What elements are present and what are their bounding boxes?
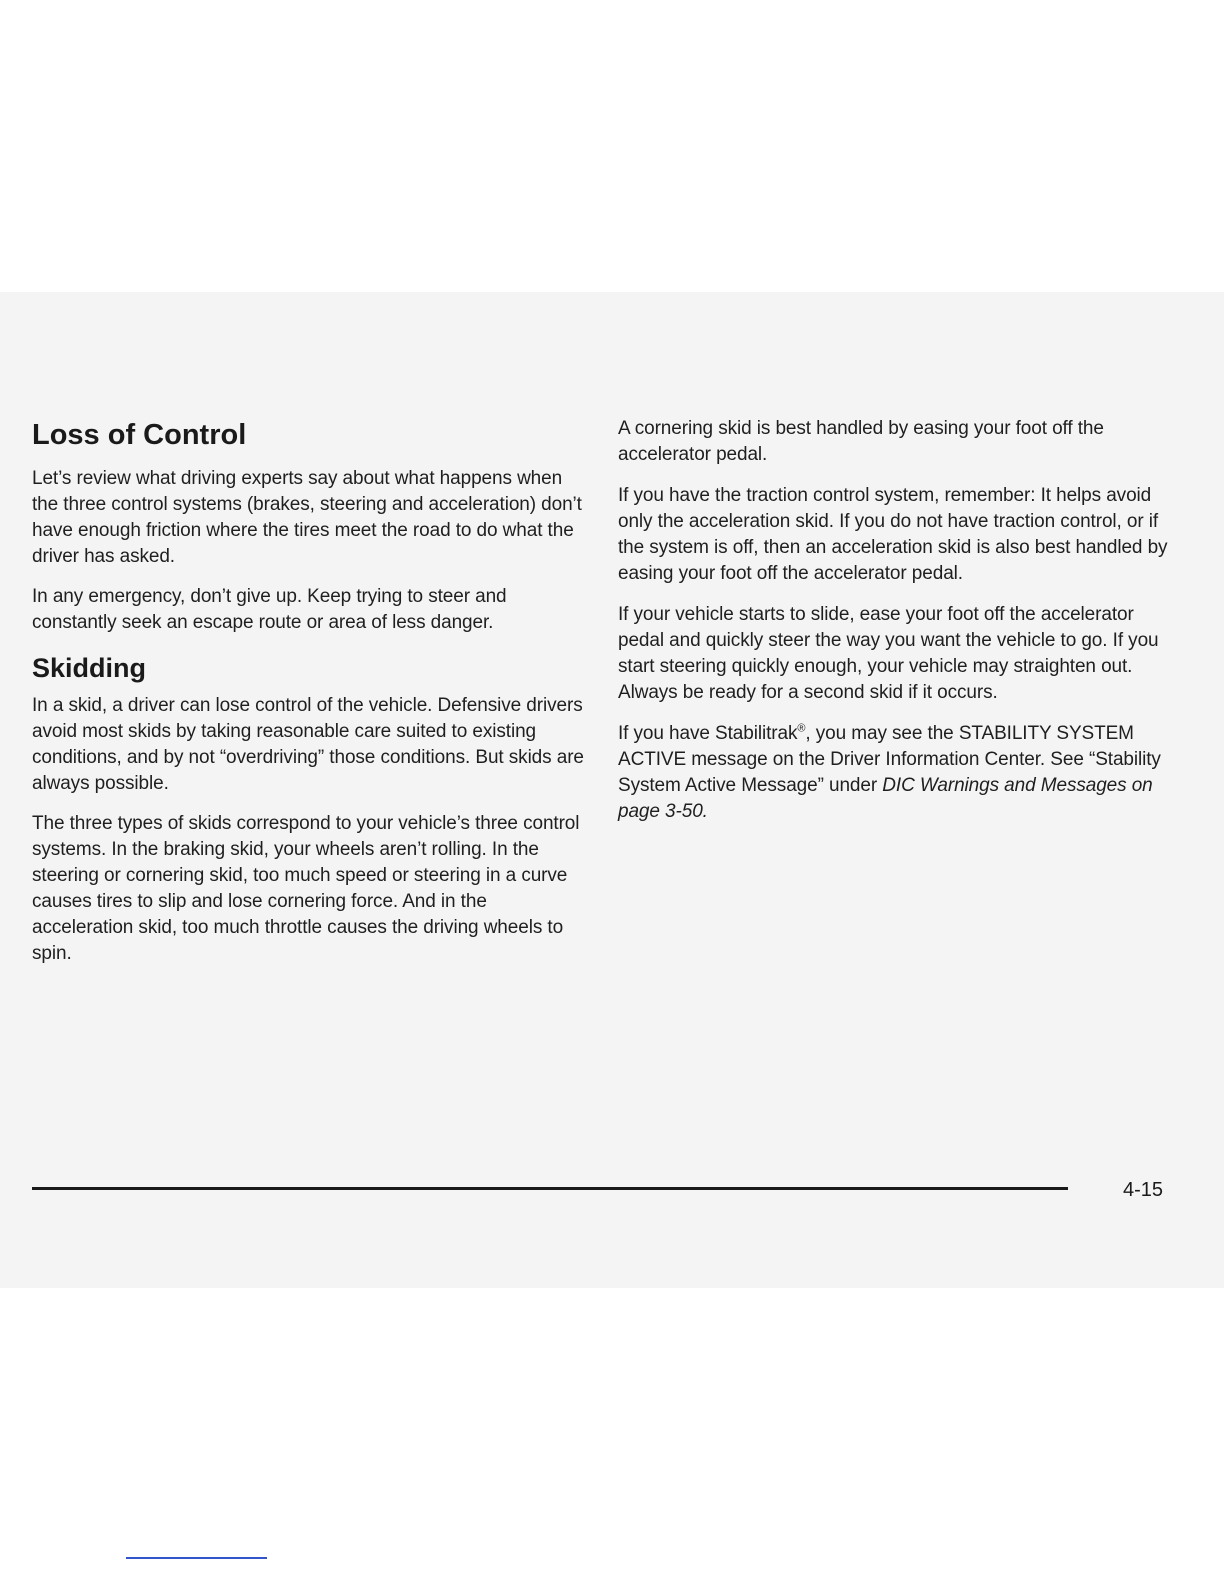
right-column bbox=[618, 416, 1178, 840]
bottom-link-underline bbox=[126, 1557, 267, 1559]
stabilitrak-text-middle: , you may see the STABILITY SYSTEM ACTIVE message on the Driver Information Center. See “Stability System Active Message” under bbox=[618, 723, 1161, 796]
heading-skidding: Skidding bbox=[32, 653, 146, 683]
paragraph-skid-types: The three types of skids correspond to your vehicle’s three control systems. In the braking skid, your wheels aren’t rolling. In the steering or cornering skid, too much speed or steering in a curve causes tires to slip and lose cornering force. And in the acceleration skid, too much throttle causes the driving wheels to spin. bbox=[32, 813, 580, 964]
stabilitrak-text-start: If you have Stabilitrak bbox=[618, 723, 798, 744]
paragraph-skid-control: In a skid, a driver can lose control of the vehicle. Defensive drivers avoid most skids by taking reasonable care suited to existing conditions, and by not “overdriving” those conditions. But skids are always possible. bbox=[32, 695, 584, 794]
paragraph-traction-control: If you have the traction control system, remember: It helps avoid only the acceleration skid. If you do not have traction control, or if the system is off, then an acceleration skid is also best handled by easing your foot off the accelerator pedal. bbox=[618, 485, 1168, 584]
paragraph-stabilitrak bbox=[618, 721, 1178, 825]
registered-mark: ® bbox=[797, 722, 806, 735]
paragraph-cornering-skid: A cornering skid is best handled by easing your foot off the accelerator pedal. bbox=[618, 418, 1104, 465]
dic-warnings-reference[interactable]: DIC Warnings and Messages on page 3-50. bbox=[618, 775, 1153, 822]
page-number: 4-15 bbox=[1123, 1179, 1164, 1201]
paragraph-emergency: In any emergency, don’t give up. Keep trying to steer and constantly seek an escape route or area of less danger. bbox=[32, 586, 507, 633]
paragraph-friction: Let’s review what driving experts say about what happens when the three control systems (brakes, steering and acceleration) don’t have enough friction where the tires meet the road to do what the driver has asked. bbox=[32, 468, 582, 567]
paragraph-vehicle-slide: If your vehicle starts to slide, ease your foot off the accelerator pedal and quickly steer the way you want the vehicle to go. If you start steering quickly enough, your vehicle may straighten out. Always be ready for a second skid if it occurs. bbox=[618, 604, 1159, 703]
heading-loss-of-control: Loss of Control bbox=[32, 419, 247, 451]
footer-rule bbox=[32, 1187, 1068, 1190]
left-column bbox=[32, 405, 584, 981]
